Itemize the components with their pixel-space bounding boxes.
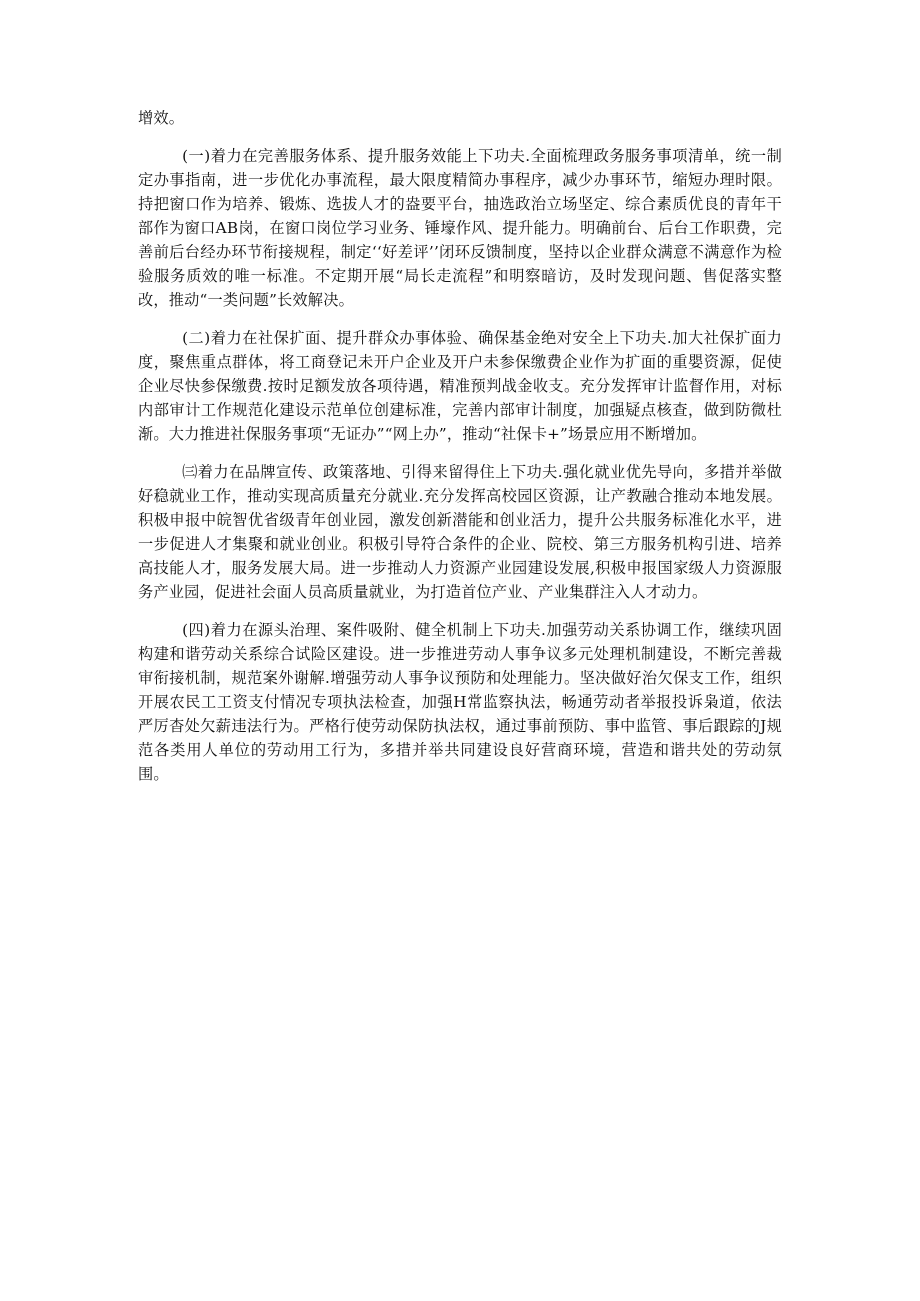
paragraph-continuation: 增效。: [138, 109, 185, 127]
document-body: [138, 106, 782, 800]
paragraph-section-1: (一)着力在完善服务体系、提升服务效能上下功夫.全面梳理政务服务事项清单，统一制定办事指南，进一步优化办事流程，最大限度精简办事程序，减少办事环节，缩短办理时限。持把窗口作为培养、锻炼、选拔人才的盎要平台，抽选政治立场坚定、综合素质优良的青年干部作为窗口AB岗，在窗口岗位学习业务、锤壕作风、提升能力。明确前台、后台工作职费，完善前后台经办环节衔接规程，制定‘‘好差评’’闭环反馈制度，坚持以企业群众满意不满意作为检验服务质效的唯一标准。不定期开展“局长走流程”和明察暗访，及时发现问题、售促落实整改，推动“一类问题”长效解决。: [138, 147, 782, 309]
paragraph-section-4: (四)着力在源头治理、案件吸附、健全机制上下功夫.加强劳动关系协调工作，继续巩固构建和谐劳动关系综合试险区建设。进一步推进劳动人事争议多元处理机制建设，不断完善裁审衔接机制，规范案外谢解.增强劳动人事争议预防和处理能力。坚决做好治欠保支工作，组织开展农民工工资支付情况专项执法检查，加强H常监察执法，畅通劳动者举报投诉枭道，依法严厉杳处欠薪违法行为。严格行使劳动保防执法权，通过事前预防、事中监管、事后跟踪的J规范各类用人单位的劳动用工行为，多措并举共同建设良好营商环境，营造和谐共处的劳动氛围。: [138, 621, 782, 783]
paragraph-section-3: ㈢着力在品牌宣传、政策落地、引得来留得住上下功夫.强化就业优先导向，多措并举做好稳就业工作，推动实现高质量充分就业.充分发挥高校园区资源，让产教融合推动本地发展。积极申报中皖智优省级青年创业园，激发创新潜能和创业活力，提升公共服务标准化水平，进一步促进人才集聚和就业创业。积极引导符合条件的企业、院校、第三方服务机构引进、培养高技能人才，服务发展大局。进一步推动人力资源产业园建设发展,积极申报国家级人力资源服务产业园，促进社会面人员高质量就业，为打造首位产业、产业集群注入人才动力。: [138, 463, 782, 601]
paragraph-section-2: (二)着力在社保扩面、提升群众办事体验、确保基金绝对安全上下功夫.加大社保扩面力度，聚焦重点群体，将工商登记未开户企业及开户未参保缴费企业作为扩面的重嬰资源，促使企业尽快参保缴费.按时足额发放各项待遇，精准预判战金收支。充分发挥审计监督作用，对标内部审计工作规范化建设示范单位创建标准，完善内部审计制度，加强疑点核查，做到防微杜渐。大力推进社保服务事项“无证办”“网上办”，推动“社保卡+”场景应用不断增加。: [138, 329, 782, 443]
